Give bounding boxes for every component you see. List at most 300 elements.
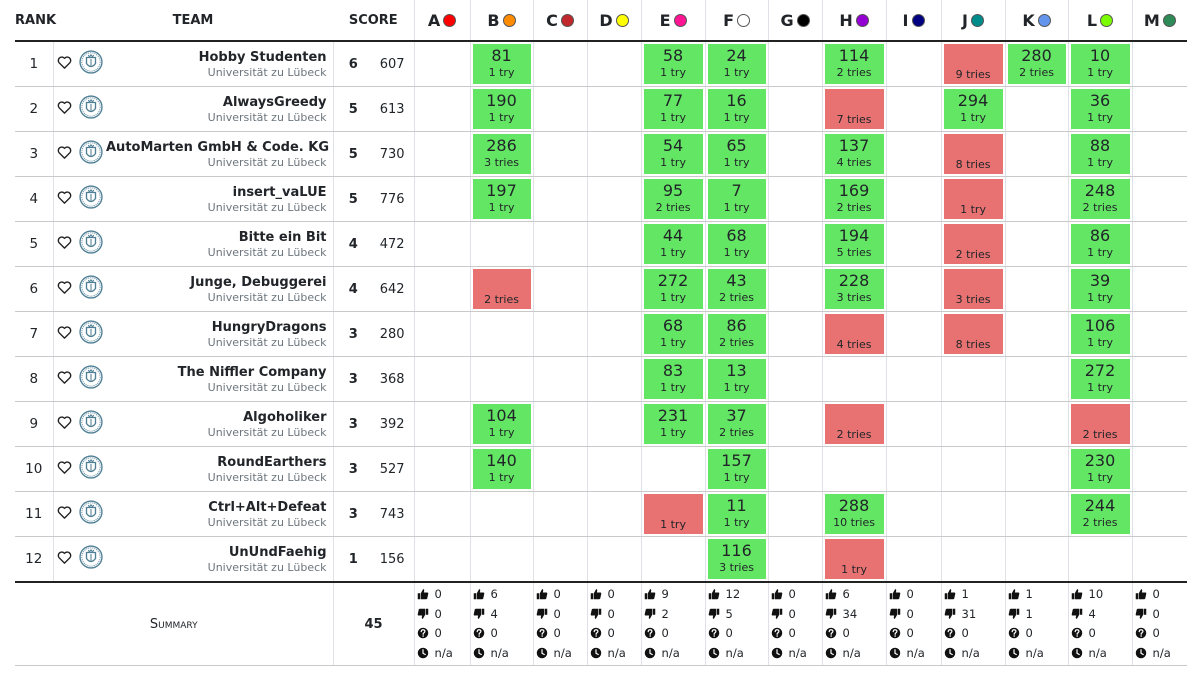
summary-value-up: 9 (661, 587, 669, 601)
team-name-cell[interactable] (106, 177, 333, 222)
summary-line-q (944, 624, 1005, 644)
team-logo (76, 492, 106, 537)
summary-line-time (590, 644, 641, 664)
heart-icon (57, 280, 72, 295)
problem-header-f[interactable] (705, 0, 768, 41)
problem-cell-e (641, 222, 705, 267)
solved-result[interactable] (473, 179, 531, 219)
heart-icon (57, 235, 72, 250)
problem-cell-b (470, 537, 533, 583)
attempt-count: 4 tries (836, 338, 872, 351)
summary-line-q (417, 624, 470, 644)
summary-line-up (944, 585, 1005, 605)
team-rank: 7 (15, 312, 53, 357)
problem-cell-e (641, 132, 705, 177)
solved-result[interactable] (473, 89, 531, 129)
solved-result[interactable] (708, 449, 766, 489)
problem-color-circle-icon (912, 14, 925, 27)
solved-result[interactable] (1071, 224, 1130, 264)
summary-line-down (644, 605, 705, 625)
solved-result[interactable] (644, 44, 703, 84)
problem-header-m[interactable] (1132, 0, 1187, 41)
attempt-count: 1 try (723, 156, 750, 169)
team-name-cell[interactable] (106, 357, 333, 402)
solve-time: 13 (726, 361, 747, 380)
summary-value-q: 0 (661, 626, 669, 640)
problem-cell-m (1132, 87, 1187, 132)
problem-label: A (427, 10, 441, 30)
problem-header-c[interactable] (533, 0, 587, 41)
summary-stats-m (1132, 582, 1187, 666)
team-name-cell[interactable] (106, 492, 333, 537)
thumbs-up-icon (644, 588, 656, 600)
problem-cell-k (1005, 537, 1068, 583)
clock-icon (536, 647, 548, 659)
solved-result[interactable] (644, 359, 703, 399)
problem-cell-k (1005, 447, 1068, 492)
team-rank: 11 (15, 492, 53, 537)
solve-time: 83 (662, 361, 684, 380)
solved-result[interactable] (1071, 314, 1130, 354)
failed-result[interactable] (473, 269, 531, 309)
summary-value-down: 5 (725, 606, 733, 621)
failed-result[interactable] (1071, 404, 1130, 444)
solved-result[interactable] (708, 539, 766, 579)
thumbs-up-icon (708, 588, 720, 600)
problem-cell-j (941, 222, 1005, 267)
solved-result[interactable] (708, 44, 766, 84)
heart-icon (57, 145, 72, 160)
problem-header-e[interactable] (641, 0, 705, 41)
problem-cell-c (533, 447, 587, 492)
summary-line-up (473, 585, 533, 605)
failed-result[interactable] (825, 539, 884, 579)
team-name[interactable]: Ctrl+Alt+Defeat (208, 499, 327, 515)
problem-cell-i (886, 537, 941, 583)
summary-line-up (536, 585, 587, 605)
problem-cell-i (886, 41, 941, 87)
problem-cell-f (705, 357, 768, 402)
solved-result[interactable] (473, 404, 531, 444)
team-row[interactable] (15, 267, 1187, 312)
team-affiliation: Universität zu Lübeck (207, 245, 327, 259)
problem-cell-c (533, 357, 587, 402)
thumbs-down-icon (417, 608, 429, 620)
problem-header-d[interactable] (587, 0, 641, 41)
team-row[interactable] (15, 537, 1187, 583)
team-row[interactable] (15, 492, 1187, 537)
favorite-cell[interactable] (53, 177, 76, 222)
attempt-count: 1 try (723, 246, 750, 259)
summary-line-up (644, 585, 705, 605)
problem-cell-h (822, 132, 886, 177)
solved-result[interactable] (1071, 269, 1130, 309)
favorite-cell[interactable] (53, 492, 76, 537)
summary-value-q: 0 (842, 626, 850, 640)
team-penalty-score: 392 (373, 402, 414, 447)
summary-line-down (473, 605, 533, 625)
problem-header-h[interactable] (822, 0, 886, 41)
team-row[interactable] (15, 312, 1187, 357)
team-name-cell[interactable] (106, 402, 333, 447)
team-row[interactable] (15, 41, 1187, 87)
failed-result[interactable] (944, 269, 1003, 309)
team-name[interactable]: Algoholiker (243, 409, 327, 425)
problem-cell-e (641, 87, 705, 132)
university-crest-icon (79, 410, 103, 434)
team-name[interactable]: AutoMarten GmbH & Code. KG (106, 139, 329, 155)
solved-result[interactable] (1071, 44, 1130, 84)
solved-result[interactable] (825, 179, 884, 219)
team-header[interactable]: TEAM (53, 0, 333, 41)
solved-result[interactable] (1008, 44, 1066, 84)
solve-time: 288 (838, 496, 870, 515)
solve-time (944, 314, 1003, 338)
solved-result[interactable] (825, 494, 884, 534)
summary-value-time: n/a (788, 645, 807, 660)
problem-cell-g (768, 222, 822, 267)
attempt-count: 2 tries (955, 248, 991, 261)
team-row[interactable] (15, 402, 1187, 447)
summary-row (15, 582, 1187, 666)
solved-result[interactable] (1071, 134, 1130, 174)
solved-result[interactable] (644, 404, 703, 444)
summary-line-down (590, 605, 641, 625)
team-rows (15, 41, 1187, 582)
solved-result[interactable] (708, 359, 766, 399)
solved-result[interactable] (708, 179, 766, 219)
problem-cell-b (470, 177, 533, 222)
solve-time (644, 494, 703, 518)
team-name-cell[interactable] (106, 537, 333, 583)
team-penalty-score: 730 (373, 132, 414, 177)
problem-cell-b (470, 132, 533, 177)
solve-time (825, 314, 884, 338)
summary-line-up (1008, 585, 1068, 605)
summary-line-down (536, 605, 587, 625)
problem-cell-e (641, 267, 705, 312)
solved-result[interactable] (708, 224, 766, 264)
score-header[interactable]: SCORE (333, 0, 414, 41)
attempt-count: 1 try (488, 111, 515, 124)
solved-result[interactable] (708, 269, 766, 309)
attempt-count: 4 tries (836, 156, 872, 169)
problem-cell-l (1068, 312, 1132, 357)
team-name[interactable]: Bitte ein Bit (238, 229, 327, 245)
failed-result[interactable] (825, 404, 884, 444)
team-logo (76, 132, 106, 177)
thumbs-up-icon (1008, 588, 1020, 600)
problem-cell-j (941, 537, 1005, 583)
team-name[interactable]: AlwaysGreedy (222, 94, 327, 110)
solve-time: 58 (662, 46, 684, 65)
summary-stats-d (587, 582, 641, 666)
university-crest-icon (79, 230, 103, 254)
problem-color-circle-icon (1163, 14, 1176, 27)
attempt-count: 2 tries (655, 201, 691, 214)
solve-time (825, 404, 884, 428)
team-rank: 8 (15, 357, 53, 402)
thumbs-down-icon (1008, 608, 1020, 620)
problem-cell-h (822, 402, 886, 447)
problem-cell-h (822, 537, 886, 583)
solve-time: 228 (838, 271, 870, 290)
solved-result[interactable] (825, 224, 884, 264)
solved-result[interactable] (708, 404, 766, 444)
team-name-cell[interactable] (106, 41, 333, 87)
problem-cell-m (1132, 537, 1187, 583)
attempt-count: 1 try (723, 381, 750, 394)
summary-value-up: 0 (906, 587, 914, 601)
problem-cell-d (587, 222, 641, 267)
problem-cell-k (1005, 177, 1068, 222)
attempt-count: 1 try (660, 336, 686, 349)
summary-value-time: n/a (1152, 645, 1171, 660)
summary-value-up: 0 (1152, 587, 1160, 601)
summary-value-q: 0 (725, 626, 733, 640)
attempt-count: 1 try (841, 563, 867, 576)
team-row[interactable] (15, 222, 1187, 267)
summary-line-time (708, 644, 768, 664)
clock-icon (771, 647, 783, 659)
team-name-cell[interactable] (106, 87, 333, 132)
heart-icon (57, 370, 72, 385)
attempt-count: 1 try (1087, 66, 1113, 79)
problem-label: D (599, 10, 613, 30)
solved-result[interactable] (473, 134, 531, 174)
solve-time: 190 (486, 91, 517, 110)
team-affiliation: Universität zu Lübeck (207, 470, 327, 484)
team-name-cell[interactable] (106, 267, 333, 312)
summary-value-down: 34 (842, 606, 858, 621)
team-penalty-score: 280 (373, 312, 414, 357)
summary-value-time: n/a (661, 645, 680, 660)
problem-cell-a (414, 492, 470, 537)
thumbs-up-icon (590, 588, 602, 600)
problem-cell-a (414, 312, 470, 357)
solve-time: 54 (662, 136, 684, 155)
problem-cell-i (886, 87, 941, 132)
solved-result[interactable] (1071, 449, 1130, 489)
solved-result[interactable] (644, 89, 703, 129)
problem-label: E (659, 10, 671, 30)
solved-result[interactable] (473, 449, 531, 489)
solve-time: 248 (1084, 181, 1116, 200)
favorite-cell[interactable] (53, 537, 76, 583)
solved-result[interactable] (1071, 179, 1130, 219)
problem-cell-m (1132, 357, 1187, 402)
summary-value-q: 0 (961, 626, 969, 640)
problem-cell-i (886, 132, 941, 177)
problem-cell-g (768, 177, 822, 222)
team-affiliation: Universität zu Lübeck (207, 335, 327, 349)
team-name[interactable]: RoundEarthers (217, 454, 327, 470)
solved-result[interactable] (708, 89, 766, 129)
summary-line-down (1135, 605, 1188, 625)
solved-result[interactable] (644, 179, 703, 219)
solved-result[interactable] (1071, 89, 1130, 129)
attempt-count: 1 try (1087, 156, 1113, 169)
solved-result[interactable] (1071, 359, 1130, 399)
failed-result[interactable] (825, 314, 884, 354)
problem-header-a[interactable] (414, 0, 470, 41)
team-penalty-score: 527 (373, 447, 414, 492)
problem-cell-j (941, 267, 1005, 312)
failed-result[interactable] (644, 494, 703, 534)
problem-cell-i (886, 357, 941, 402)
solve-time (473, 269, 531, 293)
problem-header-k[interactable] (1005, 0, 1068, 41)
solve-time: 24 (726, 46, 747, 65)
solved-result[interactable] (644, 269, 703, 309)
solved-result[interactable] (708, 314, 766, 354)
summary-line-time (1008, 644, 1068, 664)
attempt-count: 1 try (660, 291, 686, 304)
team-name-cell[interactable] (106, 222, 333, 267)
favorite-cell[interactable] (53, 447, 76, 492)
thumbs-up-icon (771, 588, 783, 600)
team-name-cell[interactable] (106, 132, 333, 177)
thumbs-down-icon (825, 608, 837, 620)
failed-result[interactable] (825, 89, 884, 129)
attempt-count: 2 tries (1082, 428, 1118, 441)
solved-result[interactable] (1071, 494, 1130, 534)
problem-header-b[interactable] (470, 0, 533, 41)
attempt-count: 3 tries (719, 561, 754, 574)
summary-value-time: n/a (434, 645, 453, 660)
team-name-cell[interactable] (106, 447, 333, 492)
team-solved-count: 3 (333, 447, 373, 492)
team-name[interactable]: The Niffler Company (177, 364, 327, 380)
problem-cell-f (705, 312, 768, 357)
problem-header-j[interactable] (941, 0, 1005, 41)
team-row[interactable] (15, 447, 1187, 492)
university-crest-icon (79, 140, 103, 164)
problem-cell-l (1068, 447, 1132, 492)
team-name[interactable]: Junge, Debuggerei (190, 274, 327, 290)
clock-icon (590, 647, 602, 659)
team-row[interactable] (15, 87, 1187, 132)
thumbs-down-icon (889, 608, 901, 620)
solve-time: 95 (662, 181, 684, 200)
problem-cell-f (705, 537, 768, 583)
problem-cell-b (470, 402, 533, 447)
team-name-cell[interactable] (106, 312, 333, 357)
solve-time: 194 (838, 226, 870, 245)
problem-cell-l (1068, 492, 1132, 537)
solved-result[interactable] (825, 269, 884, 309)
summary-value-time: n/a (1025, 645, 1044, 660)
problem-cell-c (533, 402, 587, 447)
summary-value-up: 0 (434, 587, 442, 601)
favorite-cell[interactable] (53, 222, 76, 267)
team-solved-count: 4 (333, 267, 373, 312)
solved-result[interactable] (644, 224, 703, 264)
solved-result[interactable] (825, 134, 884, 174)
team-row[interactable] (15, 357, 1187, 402)
team-name[interactable]: insert_vaLUE (232, 184, 327, 200)
attempt-count: 8 tries (955, 338, 991, 351)
summary-line-q (1135, 624, 1188, 644)
summary-line-down (417, 605, 470, 625)
solve-time (944, 179, 1003, 203)
team-row[interactable] (15, 132, 1187, 177)
solve-time: 169 (838, 181, 870, 200)
favorite-cell[interactable] (53, 402, 76, 447)
summary-value-up: 1 (961, 587, 969, 601)
thumbs-down-icon (473, 608, 485, 620)
solved-result[interactable] (473, 44, 531, 84)
problem-cell-k (1005, 41, 1068, 87)
clock-icon (1071, 647, 1083, 659)
favorite-cell[interactable] (53, 312, 76, 357)
favorite-cell[interactable] (53, 357, 76, 402)
attempt-count: 2 tries (1082, 201, 1118, 214)
team-name[interactable]: HungryDragons (211, 319, 327, 335)
solved-result[interactable] (708, 134, 766, 174)
team-solved-count: 5 (333, 87, 373, 132)
solved-result[interactable] (944, 89, 1003, 129)
failed-result[interactable] (944, 314, 1003, 354)
question-circle-icon (1008, 627, 1020, 639)
thumbs-down-icon (536, 608, 548, 620)
team-name[interactable]: UnUndFaehig (228, 544, 327, 560)
favorite-cell[interactable] (53, 41, 76, 87)
problem-cell-h (822, 312, 886, 357)
problem-cell-i (886, 447, 941, 492)
problem-cell-h (822, 222, 886, 267)
rank-header[interactable]: RANK (15, 0, 53, 41)
attempt-count: 3 tries (955, 293, 991, 306)
thumbs-up-icon (889, 588, 901, 600)
favorite-cell[interactable] (53, 132, 76, 177)
problem-header-g[interactable] (768, 0, 822, 41)
failed-result[interactable] (944, 44, 1003, 84)
solve-time: 16 (726, 91, 747, 110)
summary-line-down (708, 605, 768, 625)
failed-result[interactable] (944, 134, 1003, 174)
question-circle-icon (473, 627, 485, 639)
summary-line-time (1071, 644, 1132, 664)
summary-line-q (1071, 624, 1132, 644)
team-affiliation: Universität zu Lübeck (207, 515, 327, 529)
solve-time: 88 (1089, 136, 1111, 155)
team-name[interactable]: Hobby Studenten (198, 49, 327, 65)
solved-result[interactable] (644, 314, 703, 354)
problem-header-l[interactable] (1068, 0, 1132, 41)
failed-result[interactable] (944, 224, 1003, 264)
team-rank: 2 (15, 87, 53, 132)
favorite-cell[interactable] (53, 87, 76, 132)
problem-cell-b (470, 267, 533, 312)
thumbs-up-icon (944, 588, 956, 600)
problem-cell-a (414, 537, 470, 583)
favorite-cell[interactable] (53, 267, 76, 312)
summary-stats-g (768, 582, 822, 666)
problem-header-i[interactable] (886, 0, 941, 41)
summary-value-q: 0 (906, 626, 914, 640)
team-affiliation: Universität zu Lübeck (207, 425, 327, 439)
solved-result[interactable] (644, 134, 703, 174)
problem-color-circle-icon (616, 14, 629, 27)
failed-result[interactable] (944, 179, 1003, 219)
summary-stats-j (941, 582, 1005, 666)
solved-result[interactable] (708, 494, 766, 534)
problem-cell-d (587, 41, 641, 87)
team-row[interactable] (15, 177, 1187, 222)
question-circle-icon (825, 627, 837, 639)
solved-result[interactable] (825, 44, 884, 84)
